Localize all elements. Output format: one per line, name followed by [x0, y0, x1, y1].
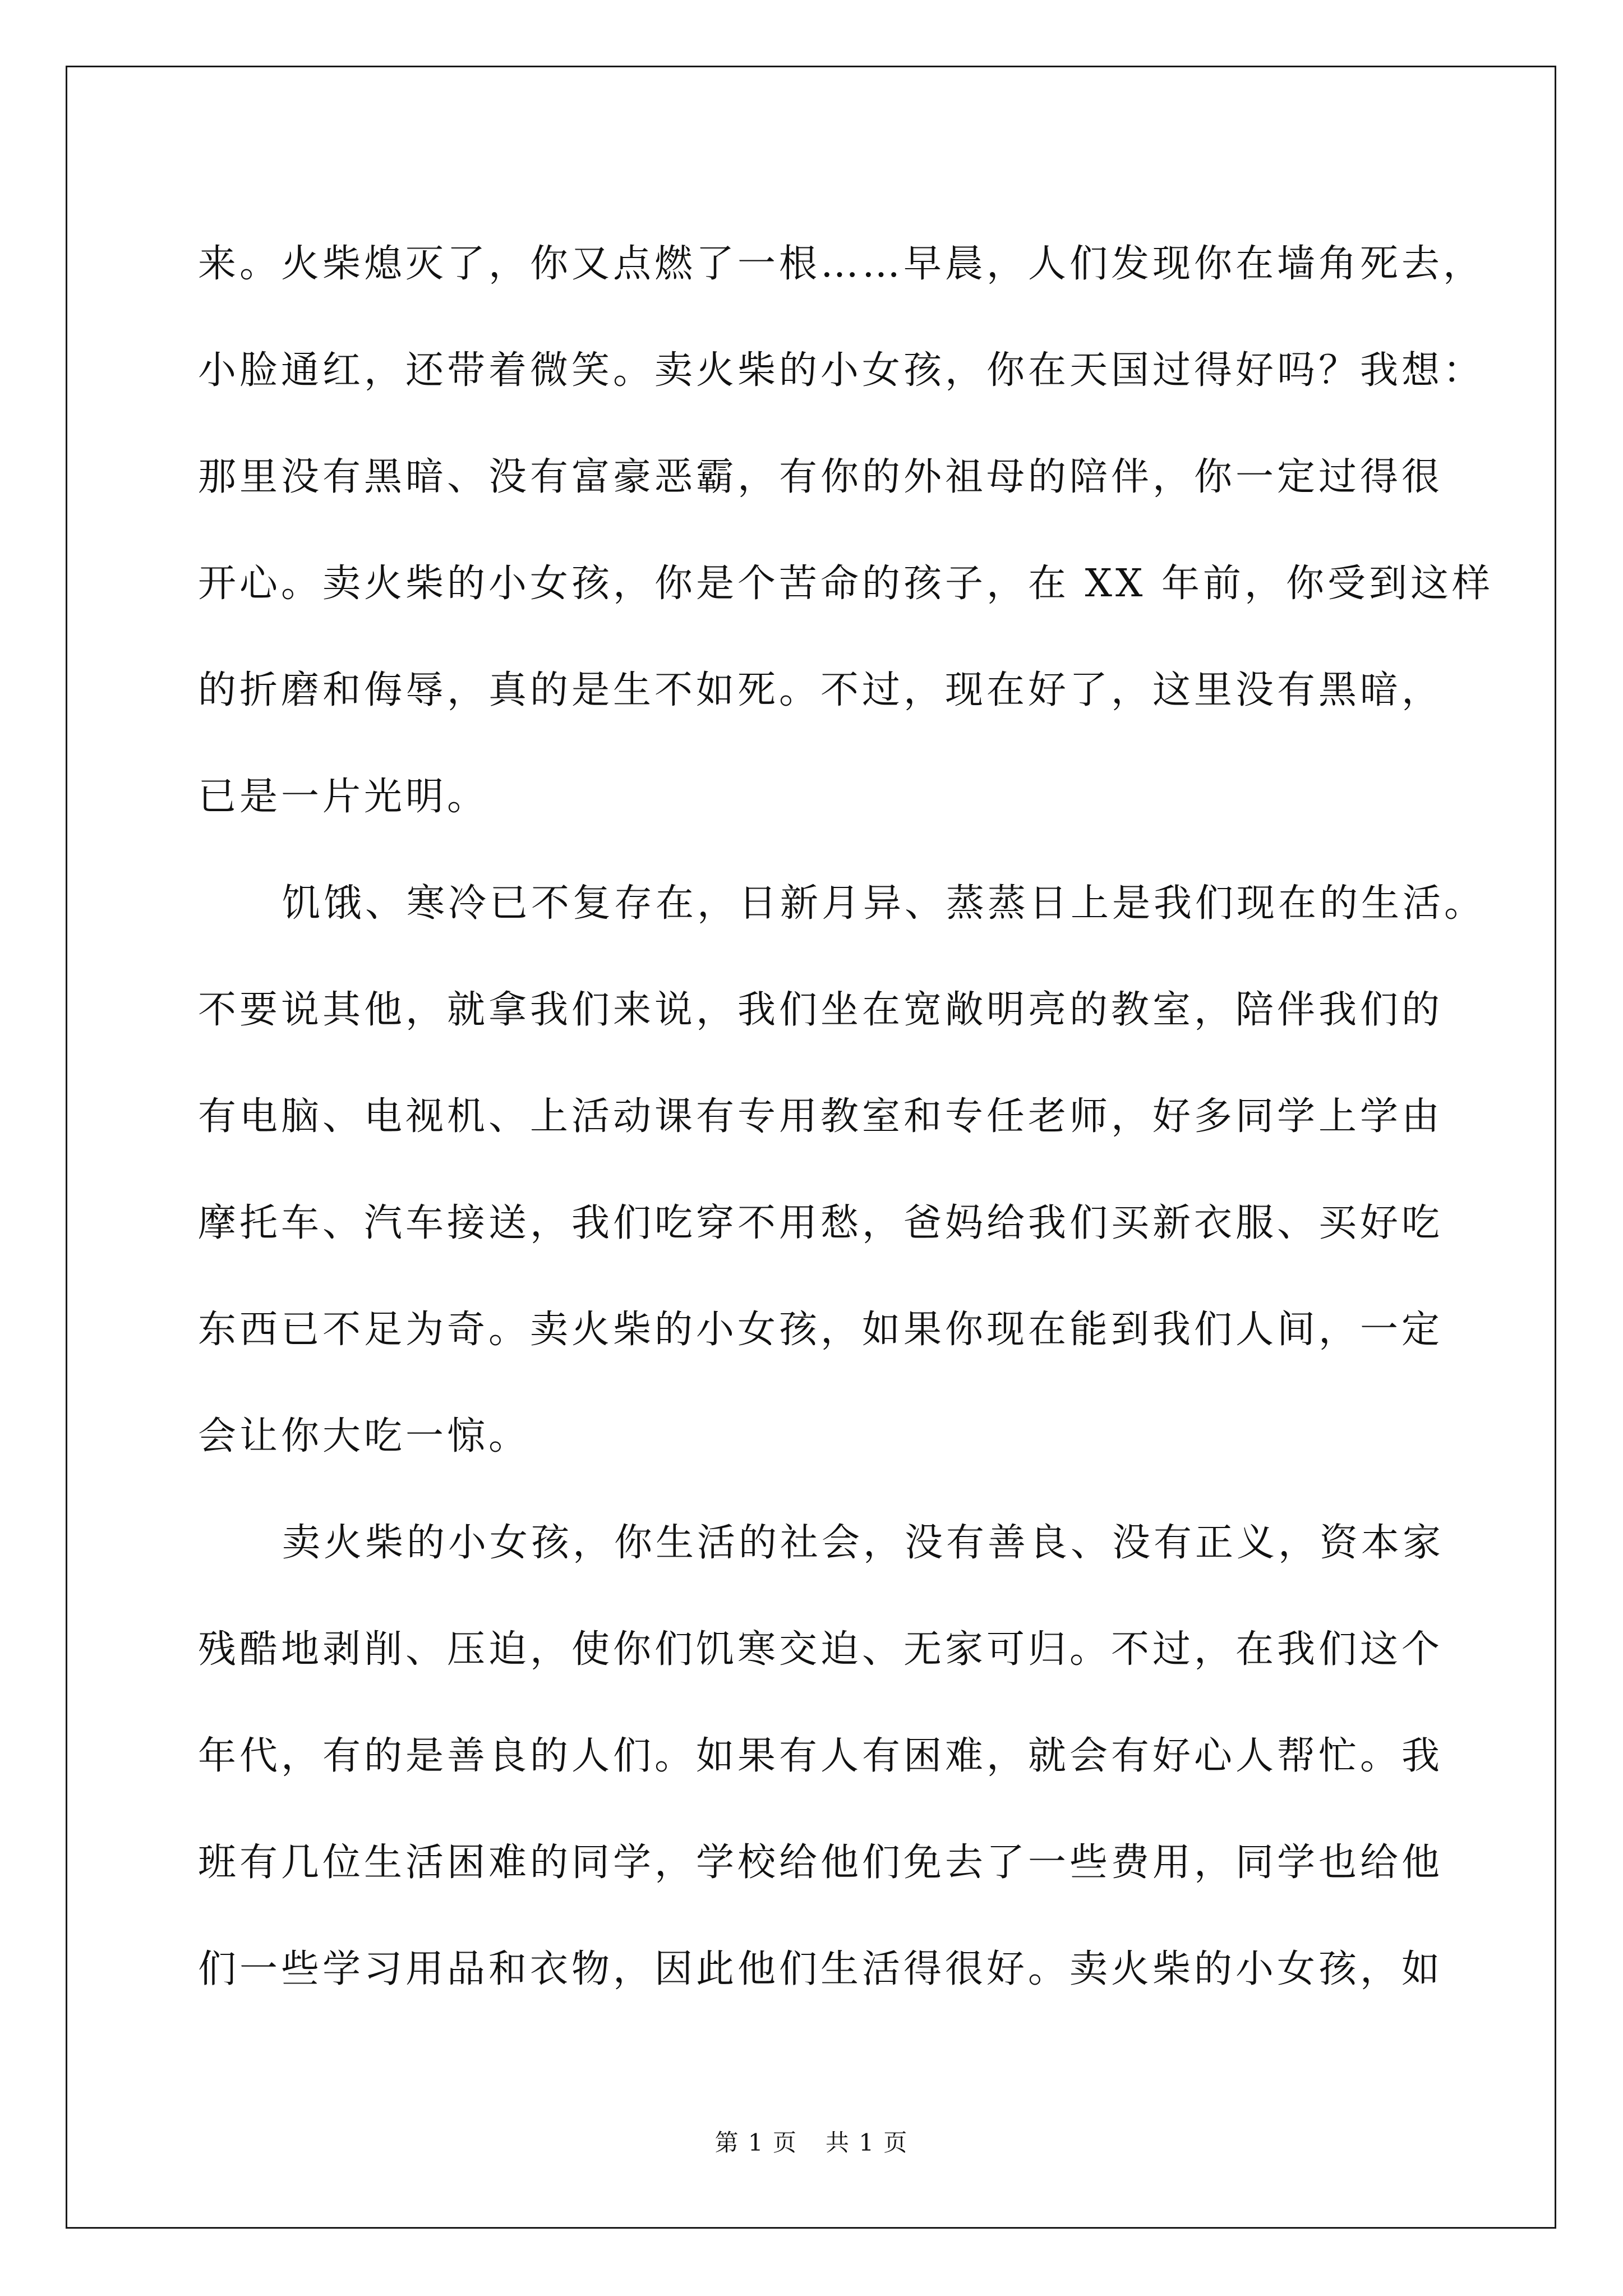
- text-line-1: 来。火柴熄灭了，你又点燃了一根……早晨，人们发现你在墙角死去，: [198, 242, 1485, 286]
- page-number-total: 共 1 页: [826, 2129, 909, 2156]
- text-line-17: 们一些学习用品和衣物，因此他们生活得很好。卖火柴的小女孩，如: [198, 1947, 1444, 1991]
- text-line-3: 那里没有黑暗、没有富豪恶霸，有你的外祖母的陪伴，你一定过得很: [198, 455, 1444, 499]
- text-line-8: 不要说其他，就拿我们来说，我们坐在宽敞明亮的教室，陪伴我们的: [198, 988, 1444, 1032]
- page-footer: [0, 2126, 1623, 2160]
- document-body: [198, 211, 1494, 2023]
- text-line-10: 摩托车、汽车接送，我们吃穿不用愁，爸妈给我们买新衣服、买好吃: [198, 1201, 1444, 1245]
- text-line-14: 残酷地剥削、压迫，使你们饥寒交迫、无家可归。不过，在我们这个: [198, 1627, 1444, 1672]
- text-line-13: 卖火柴的小女孩，你生活的社会，没有善良、没有正义，资本家: [282, 1521, 1445, 1565]
- text-line-12: 会让你大吃一惊。: [198, 1414, 531, 1458]
- text-line-16: 班有几位生活困难的同学，学校给他们免去了一些费用，同学也给他: [198, 1841, 1444, 1885]
- text-line-9: 有电脑、电视机、上活动课有专用教室和专任老师，好多同学上学由: [198, 1094, 1444, 1139]
- text-line-11: 东西已不足为奇。卖火柴的小女孩，如果你现在能到我们人间，一定: [198, 1308, 1444, 1352]
- text-line-5: 的折磨和侮辱，真的是生不如死。不过，现在好了，这里没有黑暗，: [198, 668, 1444, 712]
- text-line-15: 年代，有的是善良的人们。如果有人有困难，就会有好心人帮忙。我: [198, 1734, 1444, 1778]
- text-line-2: 小脸通红，还带着微笑。卖火柴的小女孩，你在天国过得好吗？我想：: [198, 348, 1485, 393]
- page-number-current: 第 1 页: [714, 2129, 797, 2156]
- text-line-6: 已是一片光明。: [198, 775, 489, 819]
- text-line-7: 饥饿、寒冷已不复存在，日新月异、蒸蒸日上是我们现在的生活。: [282, 881, 1486, 926]
- text-line-4: 开心。卖火柴的小女孩，你是个苦命的孩子，在 XX 年前，你受到这样: [198, 562, 1494, 606]
